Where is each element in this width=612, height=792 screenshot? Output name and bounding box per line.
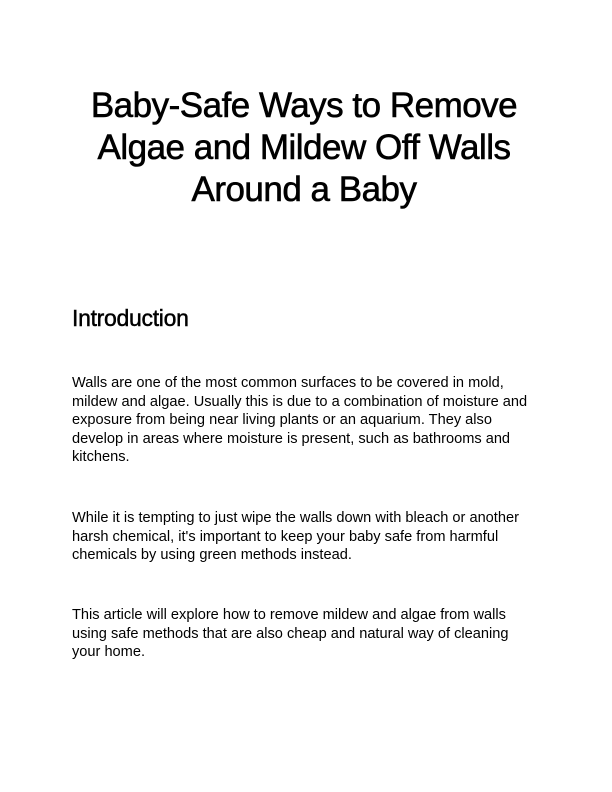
document-title: Baby-Safe Ways to Remove Algae and Mildew Off Walls Around a Baby [90, 86, 518, 209]
intro-paragraph-3: This article will explore how to remove mildew and algae from walls using safe methods that are also cheap and natural way of cleaning your home. [72, 607, 509, 660]
section-heading-introduction: Introduction [72, 305, 189, 331]
intro-paragraph-2: While it is tempting to just wipe the walls down with bleach or another harsh chemical, it's important to keep your baby safe from harmful chemicals by using green methods instead. [72, 510, 519, 563]
intro-paragraph-1: Walls are one of the most common surfaces to be covered in mold, mildew and algae. Usually this is due to a combination of moisture and exposure from being near living plants or an aquarium. They also develop in areas where moisture is present, such as bathrooms and kitchens. [72, 375, 528, 465]
